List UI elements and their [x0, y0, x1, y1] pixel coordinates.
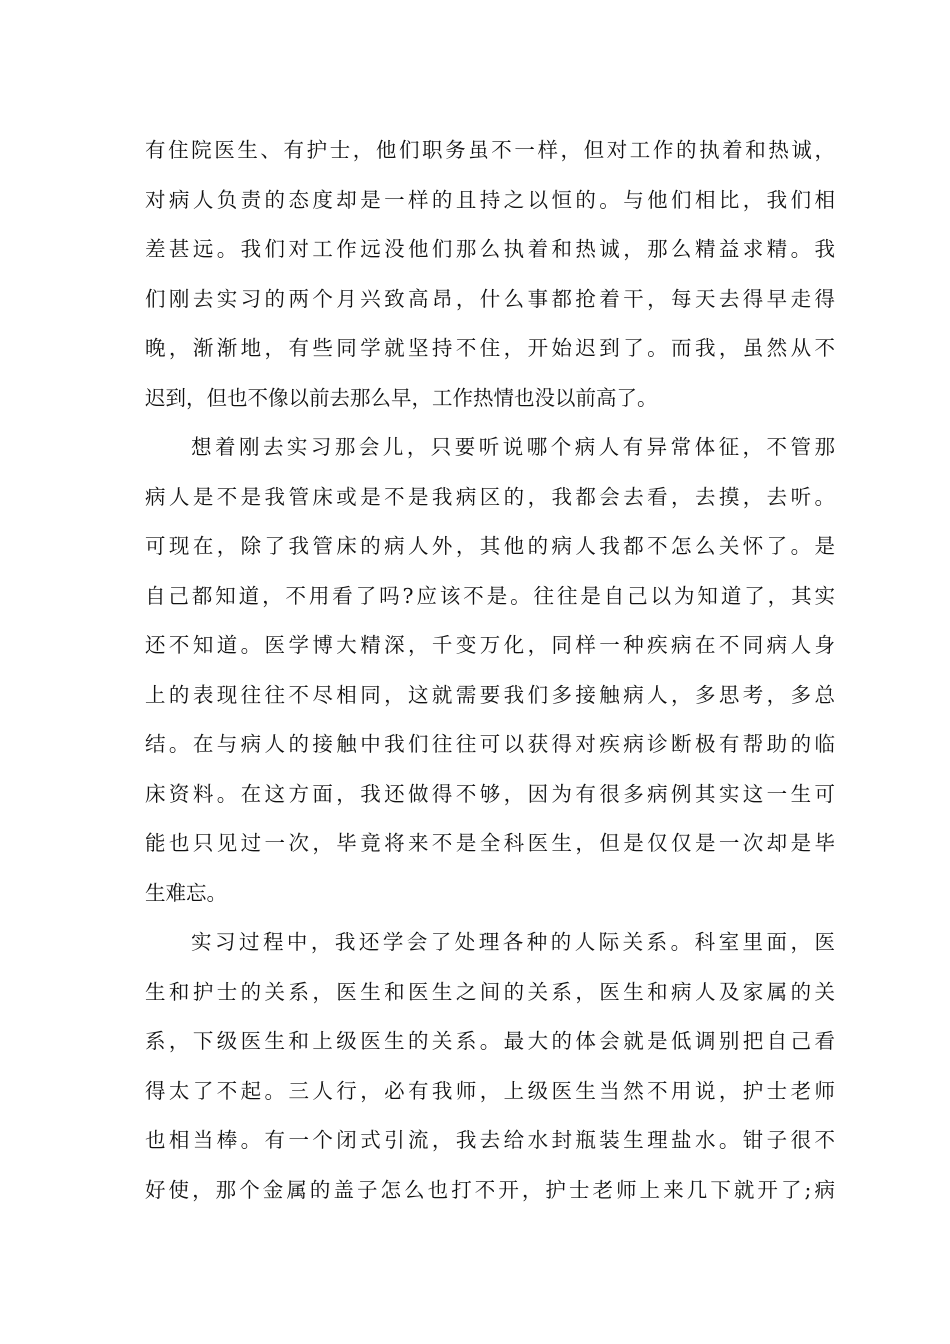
text-line: 有住院医生、有护士，他们职务虽不一样，但对工作的执着和热诚，: [145, 138, 835, 162]
text-line: 实习过程中，我还学会了处理各种的人际关系。科室里面，医: [191, 930, 835, 954]
text-line: 能也只见过一次，毕竟将来不是全科医生，但是仅仅是一次却是毕: [145, 831, 835, 855]
text-line: 生难忘。: [145, 880, 227, 905]
text-line: 也相当棒。有一个闭式引流，我去给水封瓶装生理盐水。钳子很不: [145, 1128, 835, 1152]
text-line: 好使，那个金属的盖子怎么也打不开，护士老师上来几下就开了;病: [145, 1177, 835, 1202]
text-line: 对病人负责的态度却是一样的且持之以恒的。与他们相比，我们相: [145, 187, 835, 212]
text-line: 晚，渐渐地，有些同学就坚持不住，开始迟到了。而我，虽然从不: [145, 336, 835, 360]
text-line: 迟到，但也不像以前去那么早，工作热情也没以前高了。: [145, 385, 658, 410]
text-line: 想着刚去实习那会儿，只要听说哪个病人有异常体征，不管那: [191, 435, 835, 459]
text-line: 自己都知道，不用看了吗?应该不是。往往是自己以为知道了，其实: [145, 583, 835, 608]
text-line: 可现在，除了我管床的病人外，其他的病人我都不怎么关怀了。是: [145, 534, 835, 558]
text-line: 还不知道。医学博大精深，千变万化，同样一种疾病在不同病人身: [145, 633, 835, 657]
text-line: 病人是不是我管床或是不是我病区的，我都会去看，去摸，去听。: [145, 484, 835, 509]
text-line: 上的表现往往不尽相同，这就需要我们多接触病人，多思考，多总: [145, 682, 835, 707]
text-line: 生和护士的关系，医生和医生之间的关系，医生和病人及家属的关: [145, 979, 835, 1004]
text-line: 系，下级医生和上级医生的关系。最大的体会就是低调别把自己看: [145, 1029, 835, 1053]
text-line: 差甚远。我们对工作远没他们那么执着和热诚，那么精益求精。我: [145, 237, 835, 261]
text-line: 床资料。在这方面，我还做得不够，因为有很多病例其实这一生可: [145, 781, 835, 806]
text-line: 得太了不起。三人行，必有我师，上级医生当然不用说，护士老师: [145, 1078, 835, 1103]
text-line: 们刚去实习的两个月兴致高昂，什么事都抢着干，每天去得早走得: [145, 286, 835, 311]
text-line: 结。在与病人的接触中我们往往可以获得对疾病诊断极有帮助的临: [145, 732, 835, 756]
